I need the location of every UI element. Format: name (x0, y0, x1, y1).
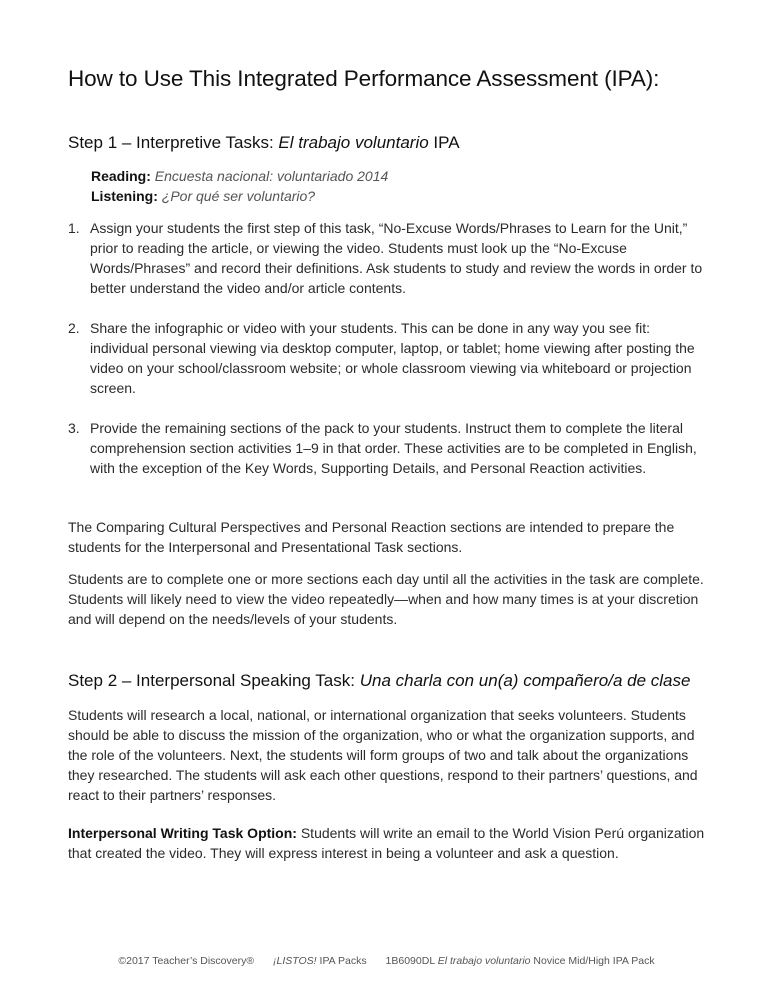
reading-source: Reading: Encuesta nacional: voluntariado 2014 (91, 168, 389, 184)
page-title: How to Use This Integrated Performance Assessment (IPA): (68, 66, 660, 91)
step1-heading: Step 1 – Interpretive Tasks: El trabajo voluntario IPA (68, 133, 460, 152)
list-item: 2. Share the infographic or video with your students. This can be done in any way you see fit: individual personal viewing via desktop computer, laptop, or tablet; home viewing after posting the video on your school/classroom website; or whole classroom viewing via whiteboard or projection screen. (68, 320, 695, 396)
step2-paragraph: Students will research a local, national, or international organization that seeks volunteers. Students should be able to discuss the mission of the organization, who or what the organization supports, and the role of the volunteers. Next, the students will form groups of two and talk about the organizations they researched. The students will ask each other questions, respond to their partners’ questions, and react to their partners’ responses. (68, 707, 698, 803)
list-item: 1. Assign your students the first step of this task, “No-Excuse Words/Phrases to Learn for the Unit,” prior to reading the article, or viewing the video. Students must look up the “No-Excuse Words/Phrases” and record their definitions. Ask students to study and review the words in order to better understand the video and/or article contents. (68, 220, 703, 296)
footer-copyright: ©2017 Teacher’s Discovery® (118, 955, 255, 967)
step2-heading: Step 2 – Interpersonal Speaking Task: Una charla con un(a) compañero/a de clase (68, 671, 691, 690)
footer-product: 1B6090DL El trabajo voluntario Novice Mid/High IPA Pack (385, 955, 655, 967)
writing-option-paragraph: Interpersonal Writing Task Option: Students will write an email to the World Vision Perú organization that created the video. They will express interest in being a volunteer and ask a question. (68, 825, 705, 861)
list-item: 3. Provide the remaining sections of the pack to your students. Instruct them to complete the literal comprehension section activities 1–9 in that order. These activities are to be completed in English, with the exception of the Key Words, Supporting Details, and Personal Reaction activities. (68, 420, 697, 476)
listening-source: Listening: ¿Por qué ser voluntario? (91, 188, 316, 204)
step1-paragraph: Students are to complete one or more sections each day until all the activities in the task are complete. Students will likely need to view the video repeatedly—when and how many times is at your discretion and will depend on the needs/levels of your students. (68, 571, 704, 627)
page-footer (0, 955, 773, 967)
footer-series: ¡LISTOS! IPA Packs (273, 955, 367, 967)
step1-paragraph: The Comparing Cultural Perspectives and Personal Reaction sections are intended to prepare the students for the Interpersonal and Presentational Task sections. (68, 519, 675, 555)
